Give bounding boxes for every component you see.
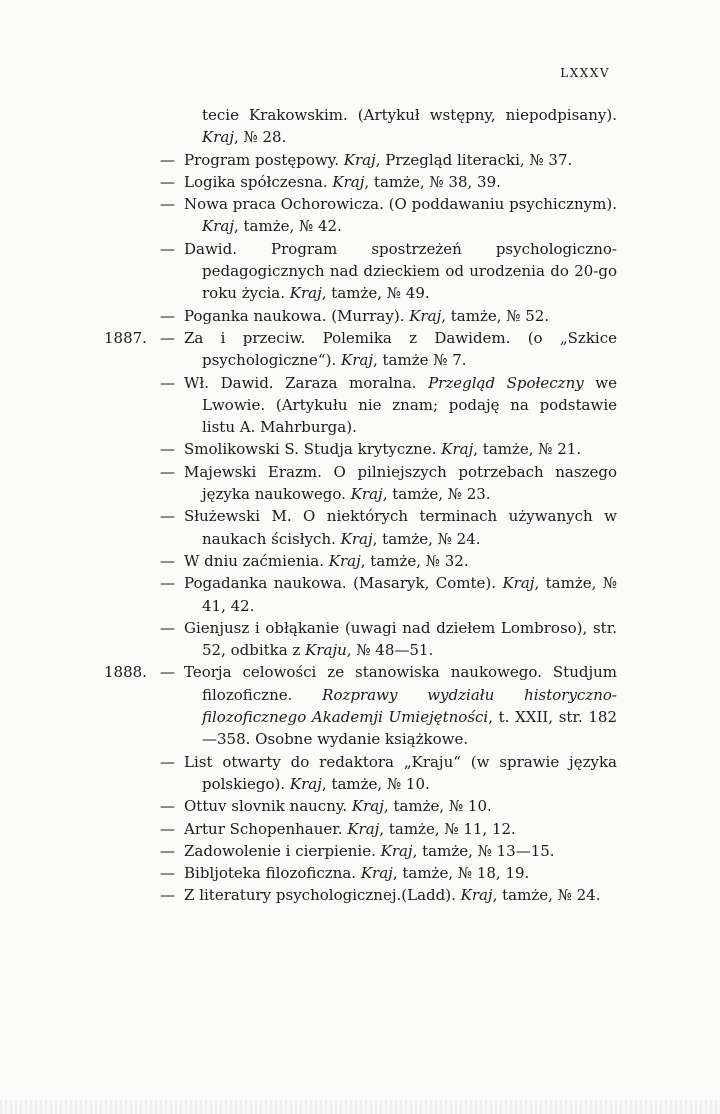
entry-text xyxy=(184,104,617,149)
entry-text xyxy=(184,193,617,238)
bibliography-entry xyxy=(0,572,720,617)
bibliography-entry xyxy=(0,661,720,750)
entry-text-part: , tamże № 7. xyxy=(372,351,467,370)
entry-source-title: Kraj xyxy=(343,150,376,169)
entry-source-title: Kraj xyxy=(340,529,373,548)
entry-text xyxy=(184,661,617,750)
entry-source-title: Kraj xyxy=(347,819,380,838)
bibliography-entry xyxy=(0,372,720,439)
bibliography-entry xyxy=(0,617,720,662)
entry-text-part: we Lwowie. (Artykułu nie znam; podaję na podstawie listu A. Mahrburga). xyxy=(202,373,618,437)
entry-text-part: , № 28. xyxy=(233,128,287,147)
entry-text-part: , tamże, № 24. xyxy=(492,886,601,905)
entry-text-part: tecie Krakowskim. (Artykuł wstępny, niepodpisany). xyxy=(202,106,617,124)
entry-source-title: Kraj xyxy=(289,284,322,303)
entry-text-part: List otwarty do redaktora „Kraju“ (w sprawie języka polskiego). xyxy=(184,752,617,793)
entry-text-part: , tamże, № 24. xyxy=(372,529,481,548)
bibliography-entry xyxy=(0,840,720,862)
entry-dash: — xyxy=(160,864,175,883)
entry-year: 1887. xyxy=(104,328,147,347)
entry-source-title: Kraj xyxy=(341,351,373,370)
bibliography-entry xyxy=(0,461,720,506)
entry-dash: — xyxy=(160,841,175,860)
entry-dash: — xyxy=(160,328,175,347)
entry-text-part: , tamże, № 49. xyxy=(321,284,430,303)
entry-text xyxy=(184,305,617,327)
entry-dash: — xyxy=(160,819,175,838)
scan-edge xyxy=(0,1100,720,1114)
entry-dash: — xyxy=(160,507,175,526)
entry-text xyxy=(184,461,617,506)
bibliography-entry xyxy=(0,438,720,460)
bibliography-entry xyxy=(0,795,720,817)
entry-text-part: Dawid. Program spostrzeżeń psychologiczno-pedagogicznych nad dzieckiem od urodzenia do 20-go roku życia. xyxy=(184,239,617,303)
entry-dash: — xyxy=(160,239,175,258)
entry-dash: — xyxy=(160,195,175,214)
entry-text-part: , tamże, № 42. xyxy=(233,217,342,236)
entry-source-title: Kraj xyxy=(409,306,442,325)
entry-text-part: , Przegląd literacki, № 37. xyxy=(375,150,573,169)
entry-source-title: Kraj xyxy=(351,797,384,816)
page-number: LXXXV xyxy=(560,66,610,80)
entry-dash: — xyxy=(160,150,175,169)
entry-text xyxy=(184,327,617,372)
entry-dash: — xyxy=(160,551,175,570)
bibliography-entry xyxy=(0,751,720,796)
entry-dash: — xyxy=(160,306,175,325)
entry-text-part: Z literatury psychologicznej.(Ladd). xyxy=(184,886,461,905)
bibliography-entry xyxy=(0,104,720,149)
entry-text-part: , tamże, № 52. xyxy=(441,306,550,325)
entry-text-part: W dniu zaćmienia. xyxy=(184,551,329,570)
bibliography-entry xyxy=(0,193,720,238)
bibliography-entry xyxy=(0,305,720,327)
entry-text-part: Nowa praca Ochorowicza. (O poddawaniu psychicznym). xyxy=(184,195,617,214)
bibliography-entry xyxy=(0,550,720,572)
entry-text-part: Gienjusz i obłąkanie (uwagi nad dziełem Lombroso), str. 52, odbitka z xyxy=(184,618,617,660)
entry-source-title: Kraj xyxy=(350,485,383,504)
entry-year: 1888. xyxy=(104,663,147,682)
entry-source-title: Rozprawy wydziału historyczno-filozoficznego Akademji Umiejętności xyxy=(202,685,617,727)
entry-text-part: Majewski Erazm. O pilniejszych potrzebach naszego języka naukowego. xyxy=(184,462,617,504)
entry-dash: — xyxy=(160,440,175,459)
entry-dash: — xyxy=(160,462,175,481)
entry-source-title: Kraj xyxy=(380,841,413,860)
bibliography-entry xyxy=(0,238,720,305)
bibliography-entry xyxy=(0,505,720,550)
entry-text-part: Zadowolenie i cierpienie. xyxy=(184,841,381,860)
entry-source-title: Kraj xyxy=(328,551,361,570)
entry-text-part: , tamże, № 32. xyxy=(360,551,469,570)
entry-dash: — xyxy=(160,574,175,593)
bibliography-entry xyxy=(0,149,720,171)
bibliography-entry xyxy=(0,327,720,372)
bibliography-entry xyxy=(0,884,720,906)
entry-source-title: Kraju xyxy=(305,641,347,660)
entry-text-part: Logika spółczesna. xyxy=(184,172,333,191)
entry-source-title: Kraj xyxy=(360,864,393,883)
entry-source-title: Przegląd Społeczny xyxy=(428,373,584,392)
entry-source-title: Kraj xyxy=(502,574,535,593)
entry-text-part: Artur Schopenhauer. xyxy=(184,819,348,838)
entry-text-part: Teorja celowości ze stanowiska naukowego. Studjum filozoficzne. xyxy=(184,663,617,704)
entry-source-title: Kraj xyxy=(460,886,493,905)
bibliography-entry xyxy=(0,171,720,193)
entry-text-part: Wł. Dawid. Zaraza moralna. xyxy=(184,373,429,392)
entry-source-title: Kraj xyxy=(202,128,234,147)
entry-text xyxy=(184,795,617,817)
entry-text-part: , t. XXII, str. 182—358. Osobne wydanie książkowe. xyxy=(202,708,617,749)
entry-dash: — xyxy=(160,886,175,905)
entry-dash: — xyxy=(160,373,175,392)
entry-text xyxy=(184,818,617,840)
entry-text-part: , tamże, № 10. xyxy=(321,774,430,793)
entry-source-title: Kraj xyxy=(332,172,365,191)
entry-text-part: , tamże, № 23. xyxy=(382,485,491,504)
entry-text-part: Ottuv slovnik naucny. xyxy=(184,797,352,816)
entry-text-part: Służewski M. O niektórych terminach używanych w naukach ścisłych. xyxy=(184,507,617,548)
entry-text xyxy=(184,884,617,906)
entry-text xyxy=(184,149,617,171)
entry-dash: — xyxy=(160,172,175,191)
entry-dash: — xyxy=(160,618,175,637)
entry-text xyxy=(184,171,617,193)
entry-dash: — xyxy=(160,663,175,682)
entry-text-part: Program postępowy. xyxy=(184,150,344,169)
entry-text xyxy=(184,238,617,305)
entry-text xyxy=(184,572,617,617)
entry-text-part: Za i przeciw. Polemika z Dawidem. (o „Szkice psychologiczne“). xyxy=(184,328,617,370)
entry-text-part: , tamże, № 18, 19. xyxy=(392,864,530,883)
bibliography-entry xyxy=(0,818,720,840)
entry-text-part: , tamże, № 38, 39. xyxy=(364,172,501,191)
bibliography-list xyxy=(0,104,720,907)
entry-text xyxy=(184,617,617,662)
entry-dash: — xyxy=(160,797,175,816)
entry-text-part: Smolikowski S. Studja krytyczne. xyxy=(184,440,442,459)
entry-text-part: , tamże, № 13—15. xyxy=(412,841,555,860)
entry-source-title: Kraj xyxy=(441,440,474,459)
entry-text-part: , tamże, № 21. xyxy=(473,440,582,459)
bibliography-entry xyxy=(0,862,720,884)
entry-text-part: , tamże, № 41, 42. xyxy=(202,574,617,615)
entry-text-part: , tamże, № 10. xyxy=(383,797,492,816)
entry-text xyxy=(184,438,617,460)
entry-text-part: , tamże, № 11, 12. xyxy=(379,819,516,838)
entry-text-part: Bibljoteka filozoficzna. xyxy=(184,864,361,883)
entry-text xyxy=(184,840,617,862)
entry-source-title: Kraj xyxy=(202,217,234,236)
entry-text xyxy=(184,505,617,550)
entry-text xyxy=(184,751,617,796)
entry-text-part: Pogadanka naukowa. (Masaryk, Comte). xyxy=(184,574,503,593)
entry-text xyxy=(184,550,617,572)
entry-dash: — xyxy=(160,752,175,771)
entry-text-part: , № 48—51. xyxy=(346,641,434,660)
entry-source-title: Kraj xyxy=(289,774,322,793)
entry-text xyxy=(184,862,617,884)
entry-text-part: Poganka naukowa. (Murray). xyxy=(184,306,410,325)
entry-text xyxy=(184,372,617,439)
